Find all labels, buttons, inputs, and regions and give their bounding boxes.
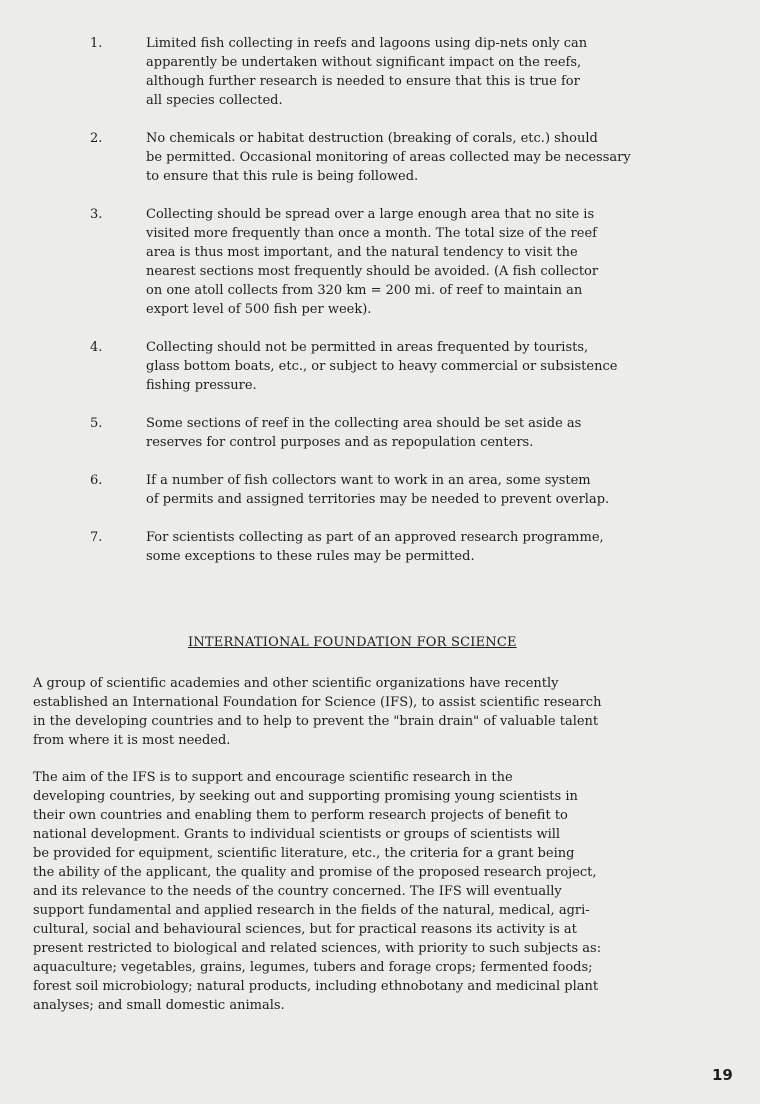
rule-item: [90, 471, 730, 509]
rule-text: Limited fish collecting in reefs and lagoons using dip-nets only can apparently be undertaken without significant impact on the reefs, although further research is needed to ensure that this is true for all species collected.: [146, 36, 588, 108]
rule-text: If a number of fish collectors want to work in an area, some system of permits and assigned territories may be needed to prevent overlap.: [146, 473, 610, 507]
rule-item: [90, 414, 730, 452]
rule-text: Collecting should not be permitted in areas frequented by tourists, glass bottom boats, etc., or subject to heavy commercial or subsistence fishing pressure.: [146, 340, 618, 393]
rule-number: 5.: [90, 416, 103, 431]
rule-item: [90, 129, 730, 186]
rule-text: For scientists collecting as part of an approved research programme, some exceptions to these rules may be permitted.: [146, 530, 604, 564]
page-number: 19: [712, 1066, 733, 1084]
rule-number: 3.: [90, 207, 103, 222]
rule-text: Some sections of reef in the collecting area should be set aside as reserves for control purposes and as repopulation centers.: [146, 416, 582, 450]
rule-text: Collecting should be spread over a large enough area that no site is visited more frequently than once a month. The total size of the reef area is thus most important, and the natural tendency to visit the nearest sections most frequently should be avoided. (A fish collector on one atoll collects from 320 km = 200 mi. of reef to maintain an export level of 500 fish per week).: [146, 207, 599, 317]
rule-text: No chemicals or habitat destruction (breaking of corals, etc.) should be permitted. Occasional monitoring of areas collected may be necessary to ensure that this rule is being followed.: [146, 131, 631, 184]
rule-number: 7.: [90, 530, 103, 545]
paragraph: The aim of the IFS is to support and encourage scientific research in the developing countries, by seeking out and supporting promising young scientists in their own countries and enabling them to perform research projects of benefit to national development. Grants to individual scientists or groups of scientists will be provided for equipment, scientific literature, etc., the criteria for a grant being the ability of the applicant, the quality and promise of the proposed research project, and its relevance to the needs of the country concerned. The IFS will eventually support fundamental and applied research in the fields of the natural, medical, agri- cultural, social and behavioural sciences, but for practical reasons its activity is at present restricted to biological and related sciences, with priority to such subjects as: aquaculture; vegetables, grains, legumes, tubers and forage crops; fermented foods; forest soil microbiology; natural products, including ethnobotany and medicinal plant analyses; and small domestic animals.: [33, 770, 602, 1013]
rule-number: 4.: [90, 340, 103, 355]
paragraph: A group of scientific academies and other scientific organizations have recently established an International Foundation for Science (IFS), to assist scientific research in the developing countries and to help to prevent the "brain drain" of valuable talent from where it is most needed.: [33, 676, 602, 748]
rule-item: [90, 34, 730, 110]
rule-number: 1.: [90, 36, 103, 51]
rule-item: [90, 528, 730, 566]
rule-item: [90, 205, 730, 319]
rule-number: 2.: [90, 131, 103, 146]
rule-item: [90, 338, 730, 395]
rule-number: 6.: [90, 473, 103, 488]
section-heading: INTERNATIONAL FOUNDATION FOR SCIENCE: [188, 635, 517, 650]
